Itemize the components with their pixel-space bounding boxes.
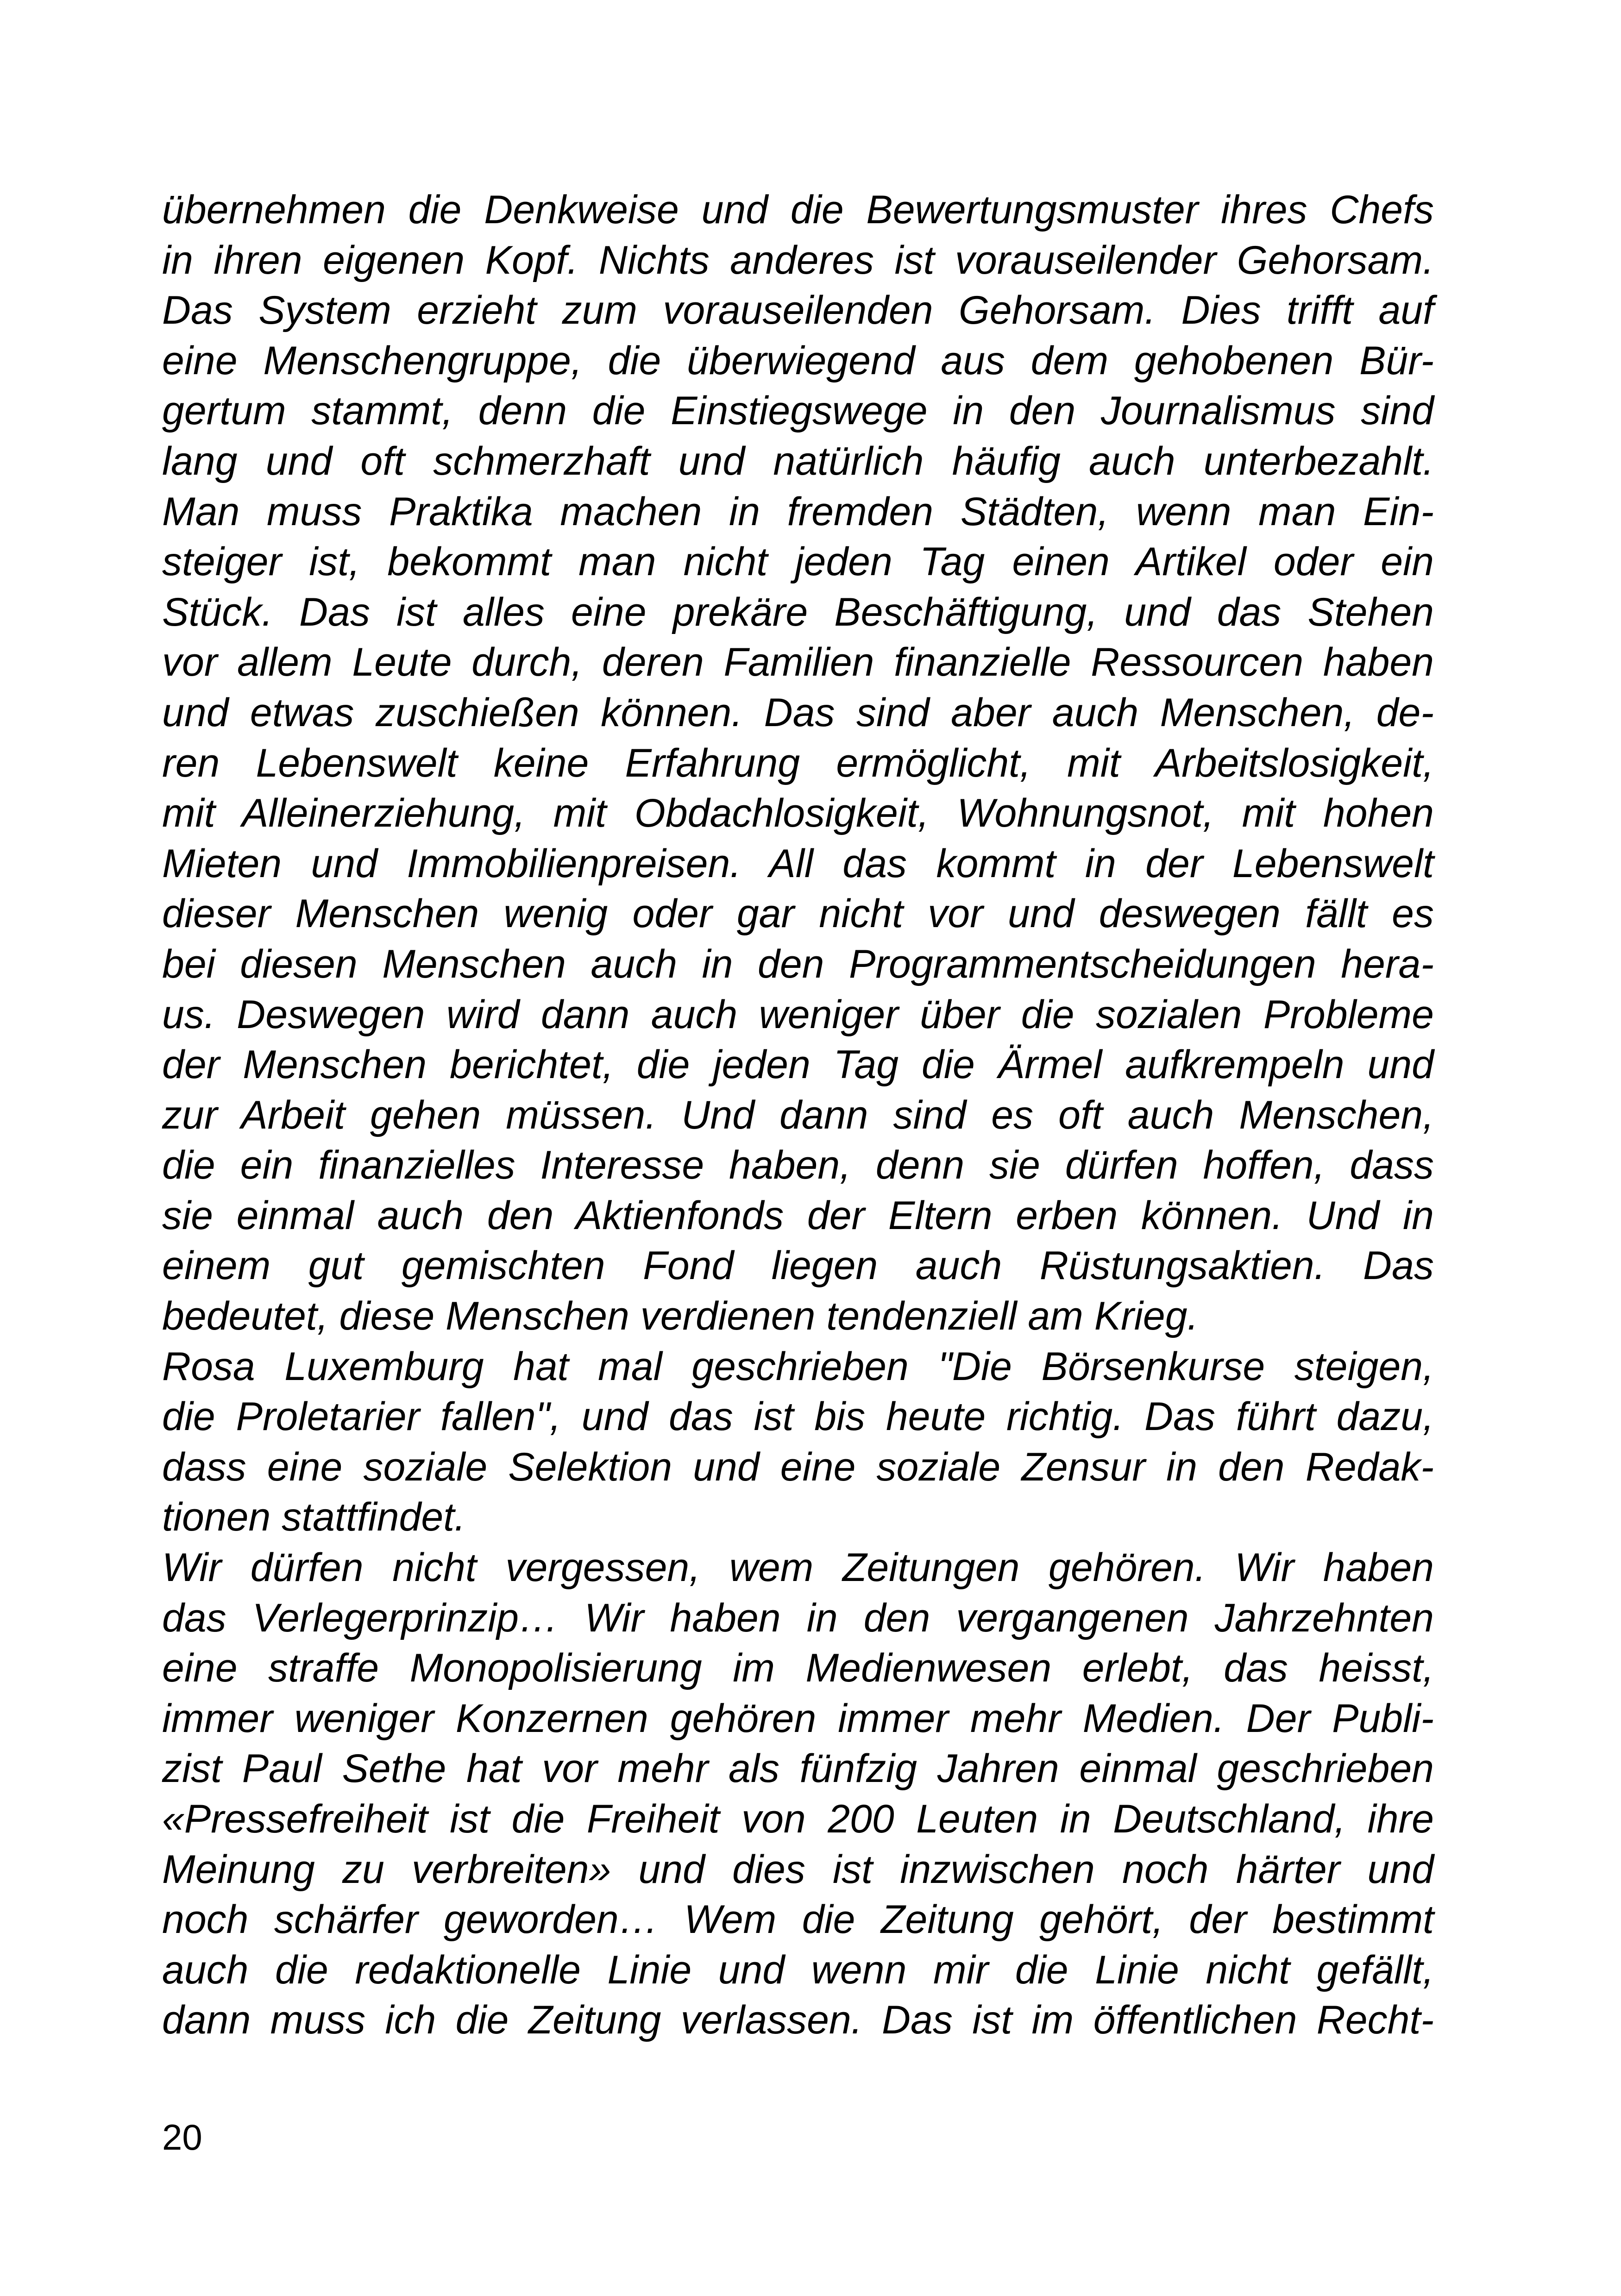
body-text-block xyxy=(162,185,1434,2045)
text-line: Meinung zu verbreiten» und dies ist inzwischen noch härter und xyxy=(162,1847,1434,1892)
text-line: sie einmal auch den Aktienfonds der Eltern erben können. Und in xyxy=(162,1193,1434,1238)
text-line: und etwas zuschießen können. Das sind aber auch Menschen, de- xyxy=(162,690,1434,735)
text-line: lang und oft schmerzhaft und natürlich häufig auch unterbezahlt. xyxy=(162,439,1434,483)
text-line: bei diesen Menschen auch in den Programmentscheidungen hera- xyxy=(162,941,1434,986)
text-line: in ihren eigenen Kopf. Nichts anderes ist vorauseilender Gehorsam. xyxy=(162,238,1434,282)
text-line: dass eine soziale Selektion und eine soziale Zensur in den Redak- xyxy=(162,1444,1434,1489)
text-line: zist Paul Sethe hat vor mehr als fünfzig Jahren einmal geschrieben xyxy=(162,1746,1434,1791)
text-line: Mieten und Immobilienpreisen. All das kommt in der Lebenswelt xyxy=(162,841,1434,886)
text-line: dieser Menschen wenig oder gar nicht vor und deswegen fällt es xyxy=(162,891,1434,936)
text-line: immer weniger Konzernen gehören immer mehr Medien. Der Publi- xyxy=(162,1696,1434,1741)
text-line: einem gut gemischten Fond liegen auch Rüstungsaktien. Das xyxy=(162,1243,1434,1288)
text-line: tionen stattfindet. xyxy=(162,1495,465,1540)
text-line: Wir dürfen nicht vergessen, wem Zeitungen gehören. Wir haben xyxy=(162,1545,1434,1590)
text-line: dann muss ich die Zeitung verlassen. Das ist im öffentlichen Recht- xyxy=(162,1998,1434,2043)
text-line: zur Arbeit gehen müssen. Und dann sind es oft auch Menschen, xyxy=(162,1092,1434,1137)
text-line: der Menschen berichtet, die jeden Tag die Ärmel aufkrempeln und xyxy=(162,1042,1434,1087)
text-line: Rosa Luxemburg hat mal geschrieben "Die Börsenkurse steigen, xyxy=(162,1344,1434,1389)
text-line: gertum stammt, denn die Einstiegswege in den Journalismus sind xyxy=(162,389,1434,433)
page-number: 20 xyxy=(162,2117,202,2158)
text-line: Man muss Praktika machen in fremden Städten, wenn man Ein- xyxy=(162,489,1434,534)
text-line: steiger ist, bekommt man nicht jeden Tag einen Artikel oder ein xyxy=(162,539,1434,584)
text-line: eine straffe Monopolisierung im Medienwesen erlebt, das heisst, xyxy=(162,1646,1434,1691)
text-line: vor allem Leute durch, deren Familien finanzielle Ressourcen haben xyxy=(162,640,1434,685)
text-line: us. Deswegen wird dann auch weniger über die sozialen Probleme xyxy=(162,992,1434,1037)
text-line: ren Lebenswelt keine Erfahrung ermöglicht, mit Arbeitslosigkeit, xyxy=(162,740,1434,785)
text-line: übernehmen die Denkweise und die Bewertungsmuster ihres Chefs xyxy=(162,188,1434,232)
text-line: Das System erzieht zum vorauseilenden Gehorsam. Dies trifft auf xyxy=(162,288,1434,333)
text-line: auch die redaktionelle Linie und wenn mir die Linie nicht gefällt, xyxy=(162,1947,1434,1992)
text-line: die Proletarier fallen", und das ist bis heute richtig. Das führt dazu, xyxy=(162,1394,1434,1439)
text-line: mit Alleinerziehung, mit Obdachlosigkeit, Wohnungsnot, mit hohen xyxy=(162,791,1434,836)
text-line: Stück. Das ist alles eine prekäre Beschäftigung, und das Stehen xyxy=(162,590,1434,634)
text-line: «Pressefreiheit ist die Freiheit von 200 Leuten in Deutschland, ihre xyxy=(162,1797,1434,1841)
text-line: noch schärfer geworden… Wem die Zeitung gehört, der bestimmt xyxy=(162,1897,1434,1942)
text-line: bedeutet, diese Menschen verdienen tendenziell am Krieg. xyxy=(162,1294,1199,1339)
text-line: das Verlegerprinzip… Wir haben in den vergangenen Jahrzehnten xyxy=(162,1595,1434,1640)
text-line: die ein finanzielles Interesse haben, denn sie dürfen hoffen, dass xyxy=(162,1143,1434,1188)
text-line: eine Menschengruppe, die überwiegend aus dem gehobenen Bür- xyxy=(162,338,1434,383)
